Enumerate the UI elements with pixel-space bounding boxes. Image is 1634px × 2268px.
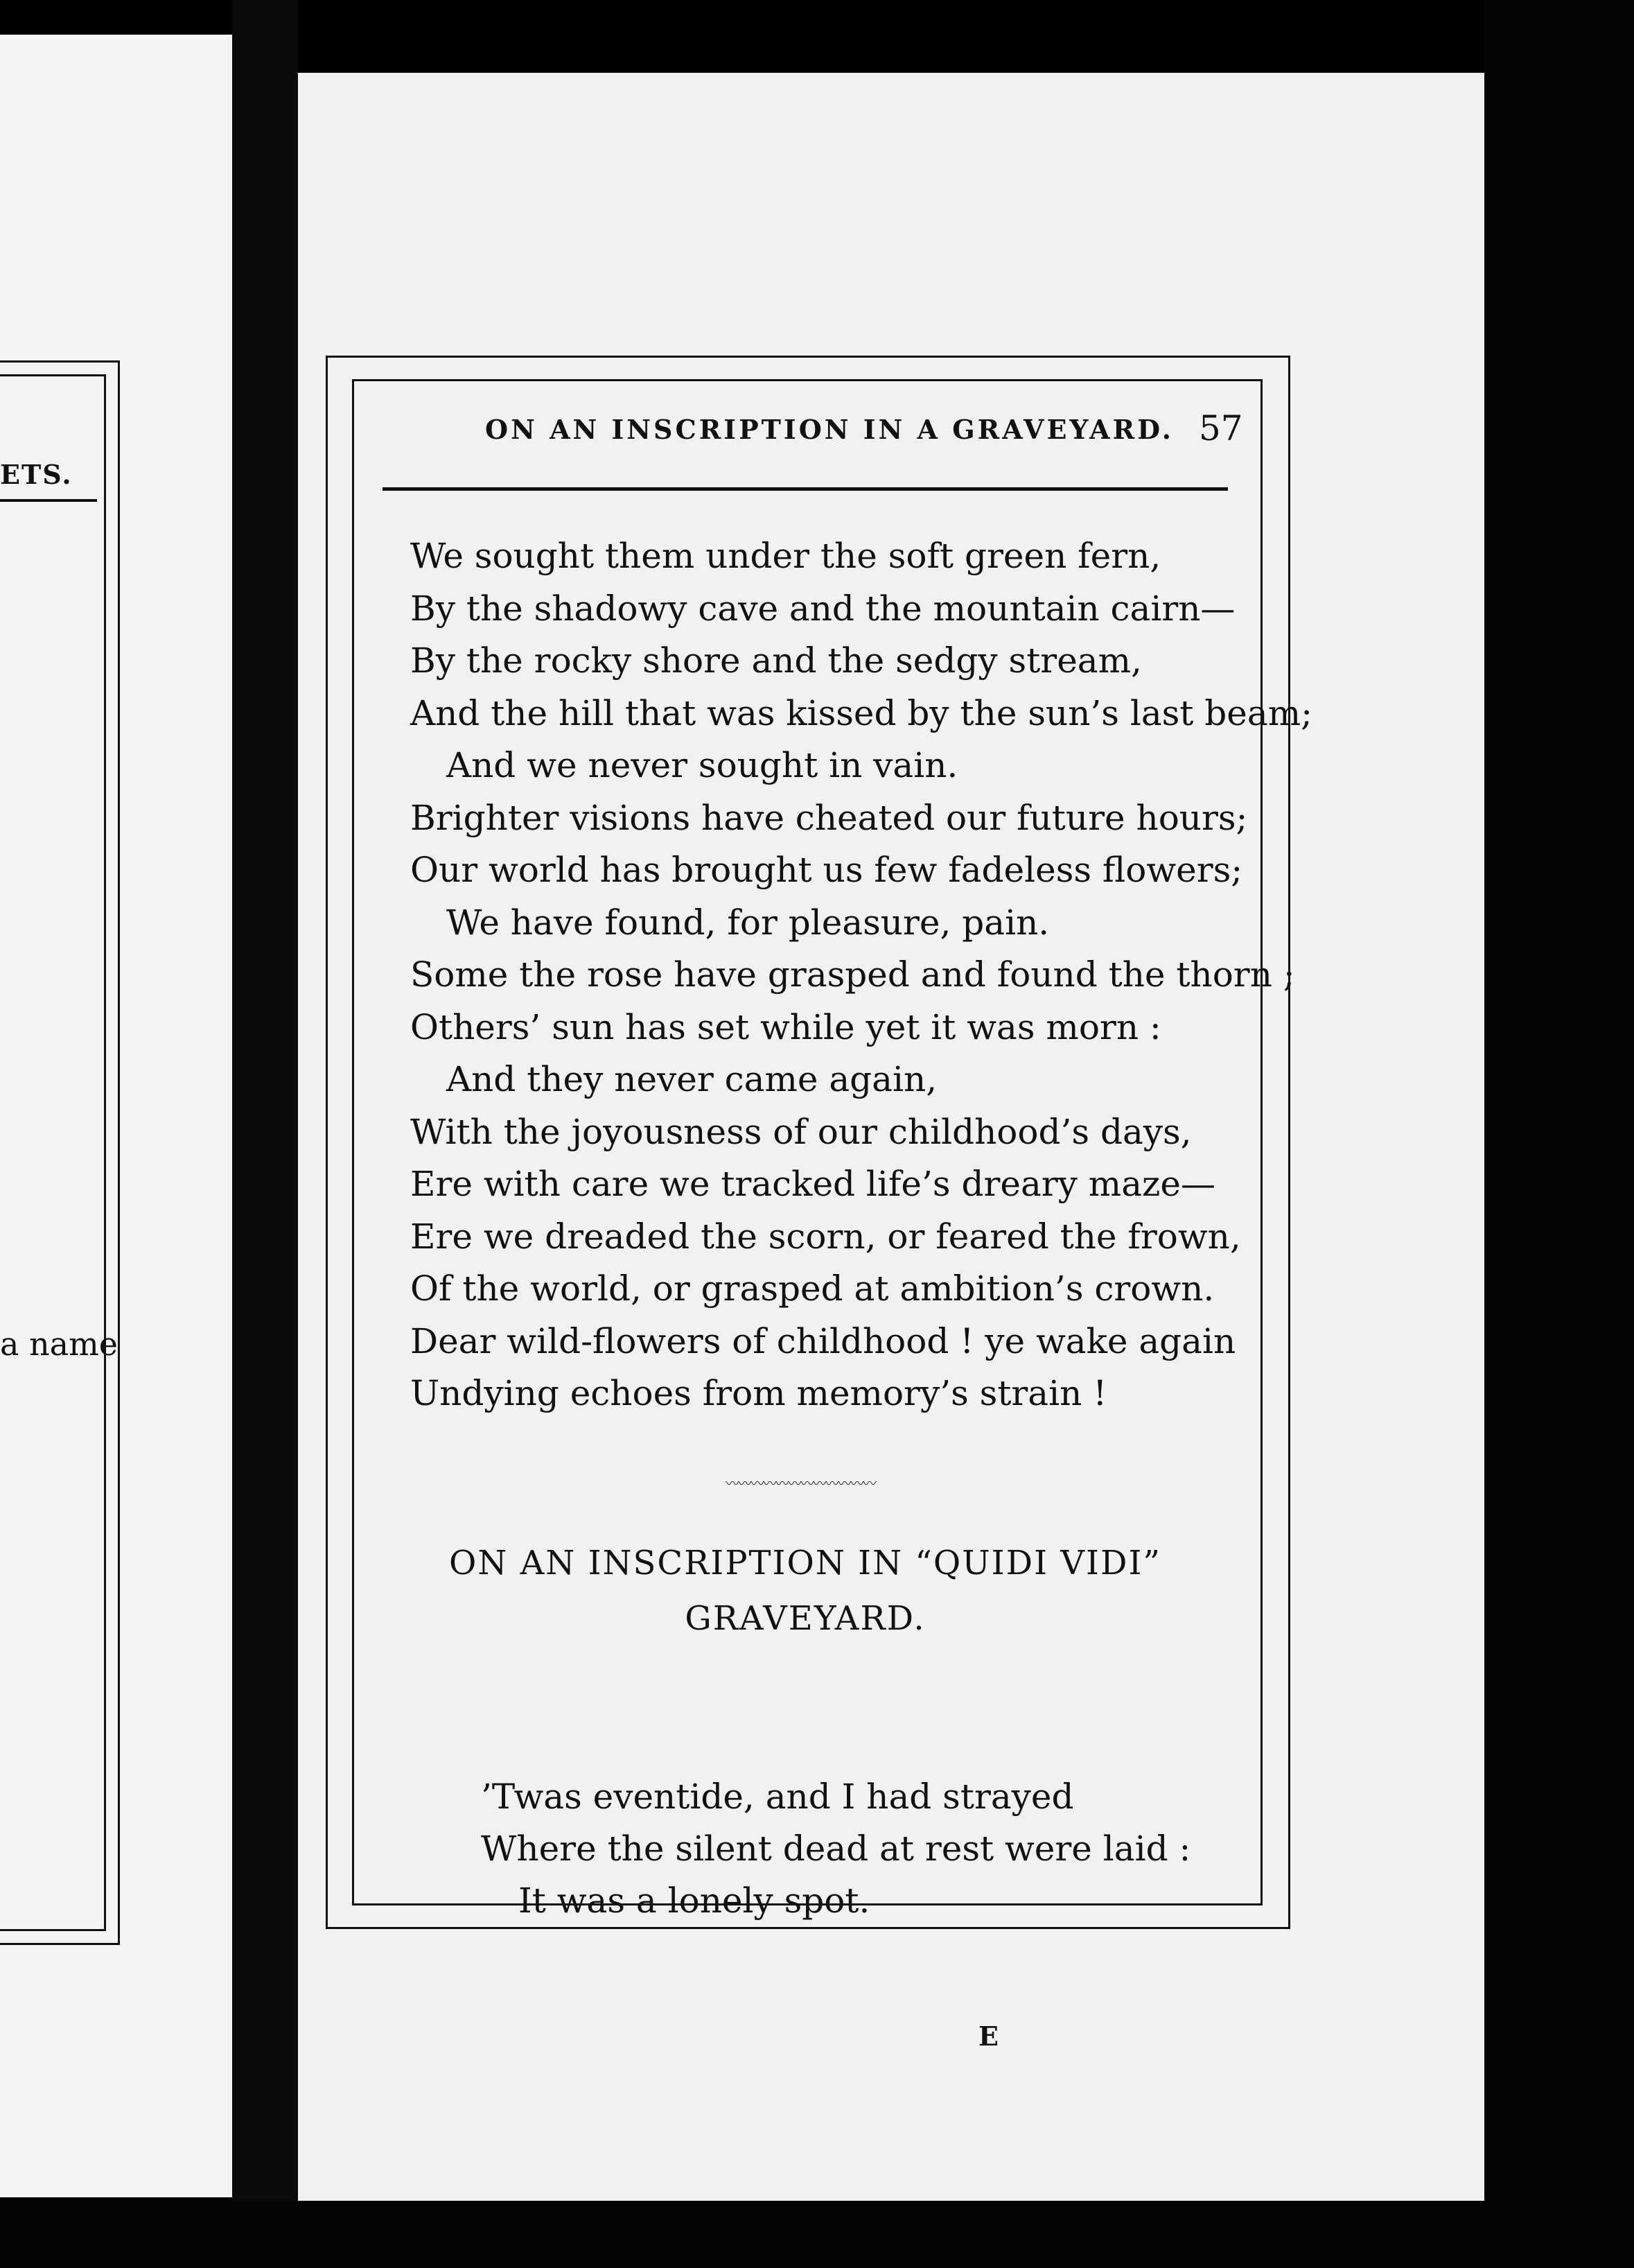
previous-page-running-head: ETS.: [0, 459, 73, 490]
poem-line: And the hill that was kissed by the sun’s last beam;: [410, 692, 1312, 733]
scan-right-edge: [1484, 0, 1634, 2268]
previous-page-frame-inner: [0, 374, 106, 1931]
section-title: [383, 1535, 1228, 1646]
poem-line: Brighter visions have cheated our future hours;: [410, 797, 1248, 838]
section-divider-ornament: 〰〰〰〰〰〰〰〰〰〰〰〰: [726, 1479, 875, 1488]
poem-line: Undying echoes from memory’s strain !: [410, 1373, 1107, 1413]
poem-line: By the rocky shore and the sedgy stream,: [410, 640, 1142, 681]
book-page: [298, 73, 1484, 2201]
page-number: 57: [1199, 408, 1243, 448]
poem-line: With the joyousness of our childhood’s days,: [410, 1111, 1192, 1152]
poem-stanza: [410, 530, 1312, 1420]
poem-line: And they never came again,: [446, 1059, 938, 1099]
previous-page-text-fragment: a name: [0, 1325, 118, 1363]
poem-line: It was a lonely spot.: [518, 1881, 870, 1921]
previous-page: [0, 35, 232, 2197]
scan-bottom-edge: [0, 2201, 1634, 2268]
second-poem-opening: [481, 1771, 1243, 1927]
poem-line: By the shadowy cave and the mountain cairn—: [410, 588, 1236, 629]
poem-line: And we never sought in vain.: [446, 745, 958, 785]
poem-line: Our world has brought us few fadeless flowers;: [410, 850, 1243, 890]
signature-mark: E: [978, 2021, 999, 2052]
section-title-line-2: GRAVEYARD.: [685, 1599, 926, 1638]
head-rule: [383, 487, 1228, 491]
poem-line: Ere with care we tracked life’s dreary maze—: [410, 1164, 1215, 1204]
section-title-line-1: ON AN INSCRIPTION IN “QUIDI VIDI”: [449, 1544, 1161, 1582]
book-gutter: [232, 0, 298, 2268]
poem-line: ’Twas eventide, and I had strayed: [481, 1777, 1074, 1817]
poem-line: Others’ sun has set while yet it was morn :: [410, 1006, 1161, 1047]
poem-line: Where the silent dead at rest were laid :: [481, 1829, 1191, 1869]
poem-line: We sought them under the soft green fern,: [410, 536, 1161, 576]
poem-line: Of the world, or grasped at ambition’s crown.: [410, 1268, 1215, 1309]
poem-line: Some the rose have grasped and found the thorn ;: [410, 954, 1295, 995]
poem-line: Ere we dreaded the scorn, or feared the frown,: [410, 1216, 1241, 1257]
poem-line: Dear wild-flowers of childhood ! ye wake again: [410, 1320, 1236, 1361]
running-head: ON AN INSCRIPTION IN A GRAVEYARD.: [485, 414, 1174, 445]
previous-page-head-rule: [0, 499, 97, 502]
poem-line: We have found, for pleasure, pain.: [446, 902, 1050, 943]
